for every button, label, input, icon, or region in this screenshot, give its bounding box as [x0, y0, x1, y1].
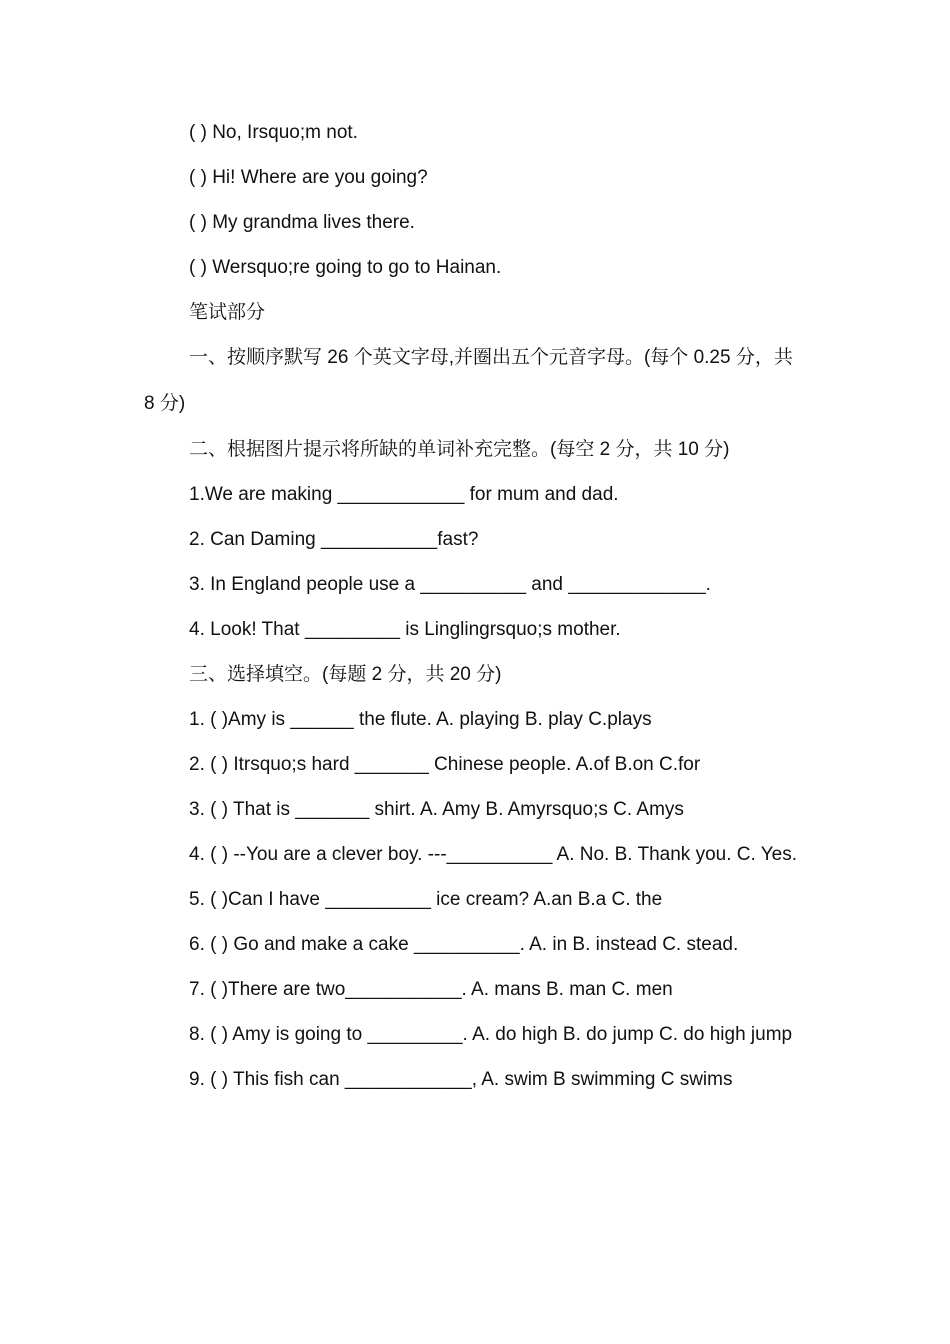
dialogue-line-1: ( ) No, Irsquo;m not. [189, 122, 358, 143]
section-two-instruction: 二、根据图片提示将所缺的单词补充完整。(每空 2 分，共 10 分) [189, 439, 730, 460]
choice-question-4: 4. ( ) --You are a clever boy. ---__________ A. No. B. Thank you. C. Yes. [189, 844, 797, 865]
fill-question-2: 2. Can Daming ___________fast? [189, 529, 479, 550]
fill-question-4: 4. Look! That _________ is Linglingrsquo;s mother. [189, 619, 621, 640]
choice-question-7: 7. ( )There are two___________. A. mans B. man C. men [189, 979, 673, 1000]
choice-question-1: 1. ( )Amy is ______ the flute. A. playing B. play C.plays [189, 709, 652, 730]
dialogue-line-4: ( ) Wersquo;re going to go to Hainan. [189, 257, 502, 278]
choice-question-6: 6. ( ) Go and make a cake __________. A. in B. instead C. stead. [189, 934, 739, 955]
fill-question-3: 3. In England people use a __________ and _____________. [189, 574, 711, 595]
fill-question-1: 1.We are making ____________ for mum and dad. [189, 484, 619, 505]
dialogue-line-2: ( ) Hi! Where are you going? [189, 167, 428, 188]
section-three-instruction: 三、选择填空。(每题 2 分，共 20 分) [189, 664, 502, 685]
dialogue-line-3: ( ) My grandma lives there. [189, 212, 415, 233]
document-body [144, 110, 806, 1102]
section-one-instruction: 一、按顺序默写 26 个英文字母,并圈出五个元音字母。(每个 0.25 分，共 8 分) [144, 347, 793, 414]
choice-question-9: 9. ( ) This fish can ____________, A. swim B swimming C swims [189, 1069, 733, 1090]
choice-question-8: 8. ( ) Amy is going to _________. A. do high B. do jump C. do high jump [189, 1024, 793, 1045]
section-heading-written: 笔试部分 [189, 302, 266, 323]
choice-question-3: 3. ( ) That is _______ shirt. A. Amy B. Amyrsquo;s C. Amys [189, 799, 684, 820]
choice-question-5: 5. ( )Can I have __________ ice cream? A.an B.a C. the [189, 889, 663, 910]
choice-question-2: 2. ( ) Itrsquo;s hard _______ Chinese people. A.of B.on C.for [189, 754, 701, 775]
